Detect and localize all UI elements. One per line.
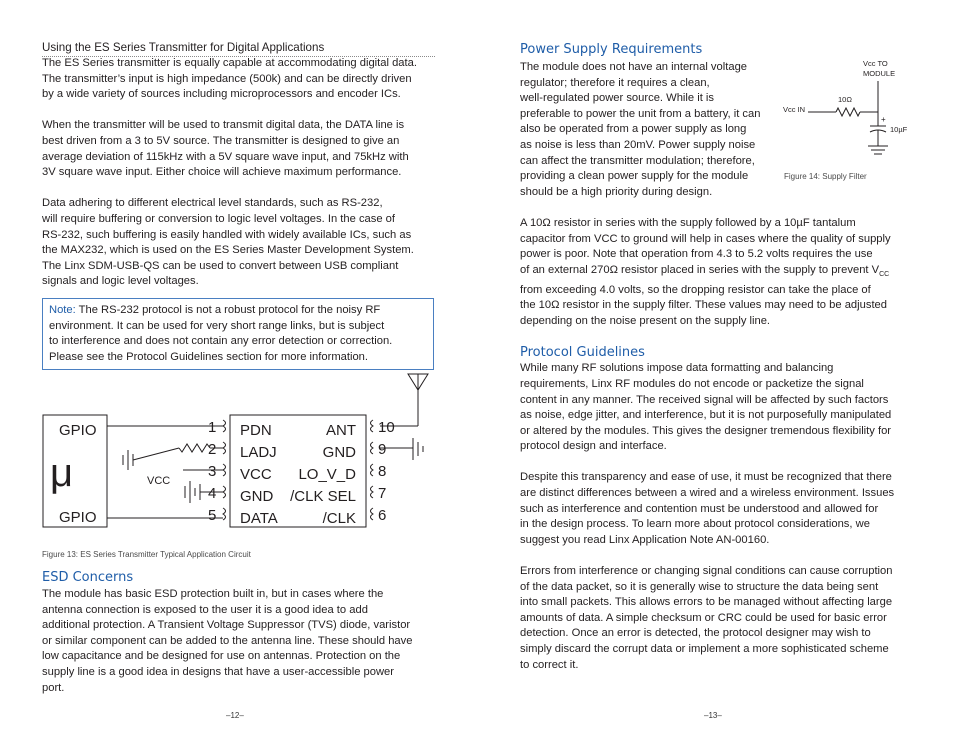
esd-line: or similar component can be added to the antenna line. These should have [42,634,413,647]
power2-line: A 10Ω resistor in series with the supply followed by a 10µF tantalum [520,216,856,229]
plus-sign: + [881,115,886,124]
pin-number: 1 [208,419,217,436]
protocol2-line: in the design process. To learn more about protocol considerations, we [520,518,870,531]
gpio-bottom-label: GPIO [59,509,97,526]
esd-line: antenna connection is exposed to the user it is a good idea to add [42,603,368,616]
note-label: Note: [49,304,76,316]
ladj-resistor [179,444,210,452]
power2-line: depending on the noise present on the supply line. [520,314,771,327]
para2-line: When the transmitter will be used to transmit digital data, the DATA line is [42,119,405,132]
pin-name: PDN [240,422,272,439]
power-line: also be operated from a power supply as long [520,123,747,136]
para2-line: best driven from a 3 to 5V source. The transmitter is designed to give an [42,134,400,147]
protocol1-line: or altered by the modules. This gives the designer tremendous flexibility for [520,424,892,437]
pin-number: 2 [208,441,217,458]
pin-name: LADJ [240,444,277,461]
para3-line: the MAX232, which is used on the ES Series Master Development System. [42,244,414,257]
protocol3-line: of the data packet, so it is generally wise to structure the data being sent [520,580,879,593]
protocol3-line: Errors from interference or changing signal conditions can cause corruption [520,565,893,578]
vcc-to-label-1: Vcc TO [863,59,888,68]
protocol1-line: While many RF solutions impose data formatting and balancing [520,362,834,375]
page-number-left: –12– [226,711,244,720]
pin-name: /CLK SEL [290,488,356,505]
para3-line: signals and logic level voltages. [42,275,199,288]
note-line: The RS-232 protocol is not a robust protocol for the noisy RF [75,304,381,316]
power2-line: capacitor from VCC to ground will help in cases where the quality of supply [520,232,891,245]
note-line: to interference and does not contain any error detection or correction. [49,335,393,348]
figure-14-caption: Figure 14: Supply Filter [784,172,867,181]
protocol2-line: are distinct differences between a wired and a wireless environment. Issues [520,487,895,500]
pin-number: 10 [378,419,395,436]
rs232-note-box [42,298,434,370]
resistor-value: 10Ω [838,95,852,104]
power-line: providing a clean power supply for the module [520,170,749,183]
para1-line: The transmitter’s input is high impedance (500k) and can be directly driven [42,72,412,85]
protocol3-line: to correct it. [520,658,579,671]
gpio-top-label: GPIO [59,422,97,439]
power-line: The module does not have an internal voltage [520,61,748,73]
protocol3-line: detection. Once an error is detected, the protocol designer may wish to [520,627,871,640]
pin-number: 9 [378,441,387,458]
protocol3-line: simply discard the corrupt data or implement a more sophisticated scheme [520,643,889,656]
pin-name: VCC [240,466,272,483]
power-line: preferable to power the unit from a battery, it can [520,107,761,120]
para3-line: Data adhering to different electrical level standards, such as RS-232, [42,197,383,210]
pin-number: 3 [208,463,217,480]
note-line: environment. It can be used for very short range links, but is subject [49,319,385,332]
power2-line: power is poor. Note that operation from 4.3 to 5.2 volts requires the use [520,248,873,261]
vcc-to-label-2: MODULE [863,69,896,78]
protocol1-line: as noise, edge jitter, and interference, but it is not purposefully manipulated [520,409,892,422]
power-line: as noise is less than 20mV. Power supply noise [520,138,756,151]
capacitor-value: 10µF [890,125,908,134]
power-line: regulator; therefore it requires a clean, [520,76,710,89]
vcc-label: VCC [147,475,171,487]
pin-name: LO_V_D [298,466,356,483]
esd-line: low capacitance and be designed for use on antennas. Protection on the [42,650,401,663]
protocol1-line: content in any manner. The received signal will be affected by such factors [520,393,889,406]
filter-resistor [836,108,860,116]
pin-number: 6 [378,507,387,524]
power-line: can affect the transmitter modulation; therefore, [520,154,755,167]
para3-line: The Linx SDM-USB-QS can be used to convert between USB compliant [42,259,399,272]
vcc-in-label: Vcc IN [783,105,806,114]
pin-name: GND [322,444,356,461]
protocol1-line: requirements, Linx RF modules do not encode or packetize the signal [520,377,864,390]
para1-line: The ES Series transmitter is equally capable at accommodating digital data. [42,57,417,69]
para3-line: will require buffering or conversion to logic level voltages. In the case of [42,212,396,225]
protocol2-line: suggest you read Linx Application Note AN-00160. [520,533,770,546]
figure-13-caption: Figure 13: ES Series Transmitter Typical Application Circuit [42,550,251,559]
page-number-right: –13– [704,711,722,720]
protocol3-line: into small packets. This allows errors to be managed without affecting large [520,596,893,609]
para3-line: RS-232, such buffering is easily handled with widely available ICs, such as [42,228,412,241]
pin-name: GND [240,488,274,505]
pin-name: /CLK [322,510,356,527]
para1-line: by a wide variety of sources including microprocessors and encoder ICs. [42,88,401,101]
vcc-subscript: CC [879,270,890,278]
pin-number: 7 [378,485,387,502]
note-line: Please see the Protocol Guidelines section for more information. [49,350,369,363]
esd-line: The module has basic ESD protection built in, but in cases where the [42,588,384,600]
esd-section [42,570,435,696]
esd-line: additional protection. A Transient Voltage Suppressor (TVS) diode, varistor [42,619,411,632]
power2-line: of an external 270Ω resistor placed in series with the supply to prevent V [520,263,880,276]
pin-name: ANT [326,422,356,439]
protocol1-line: protocol design and interface. [520,440,667,453]
para2-line: 3V square wave input. Either choice will achieve maximum performance. [42,166,402,179]
power-line: well-regulated power source. While it is [520,92,714,105]
protocol3-line: amounts of data. A simple checksum or CRC could be used for basic error [520,611,887,624]
digital-applications-subheading: Using the ES Series Transmitter for Digital Applications [42,40,435,57]
digital-applications-section [42,56,435,290]
supply-filter-diagram [780,56,930,166]
protocol2-line: such as interference and contention must be understood and allowed for [520,502,879,515]
para2-line: average deviation of 115kHz with a 5V square wave input, and 75kHz with [42,150,409,163]
pin-number: 5 [208,507,217,524]
power2-line: the 10Ω resistor in the supply filter. These values may need to be adjusted [520,299,887,312]
power-heading: Power Supply Requirements [520,42,703,57]
protocol2-line: Despite this transparency and ease of use, it must be recognized that there [520,471,892,484]
mcu-symbol: μ [50,451,74,495]
esd-heading: ESD Concerns [42,570,134,585]
pin-number: 4 [208,485,217,502]
esd-line: supply line is a good idea in designs that have a user-accessible power [42,665,394,678]
pin-name: DATA [240,510,278,527]
protocol-heading: Protocol Guidelines [520,345,645,361]
power-line: should be a high priority during design. [520,185,713,198]
application-circuit-diagram [40,368,440,538]
power2-line: from exceeding 4.0 volts, so the dropping resistor can take the place of [520,283,871,296]
pin-number: 8 [378,463,387,480]
esd-line: port. [42,681,65,694]
